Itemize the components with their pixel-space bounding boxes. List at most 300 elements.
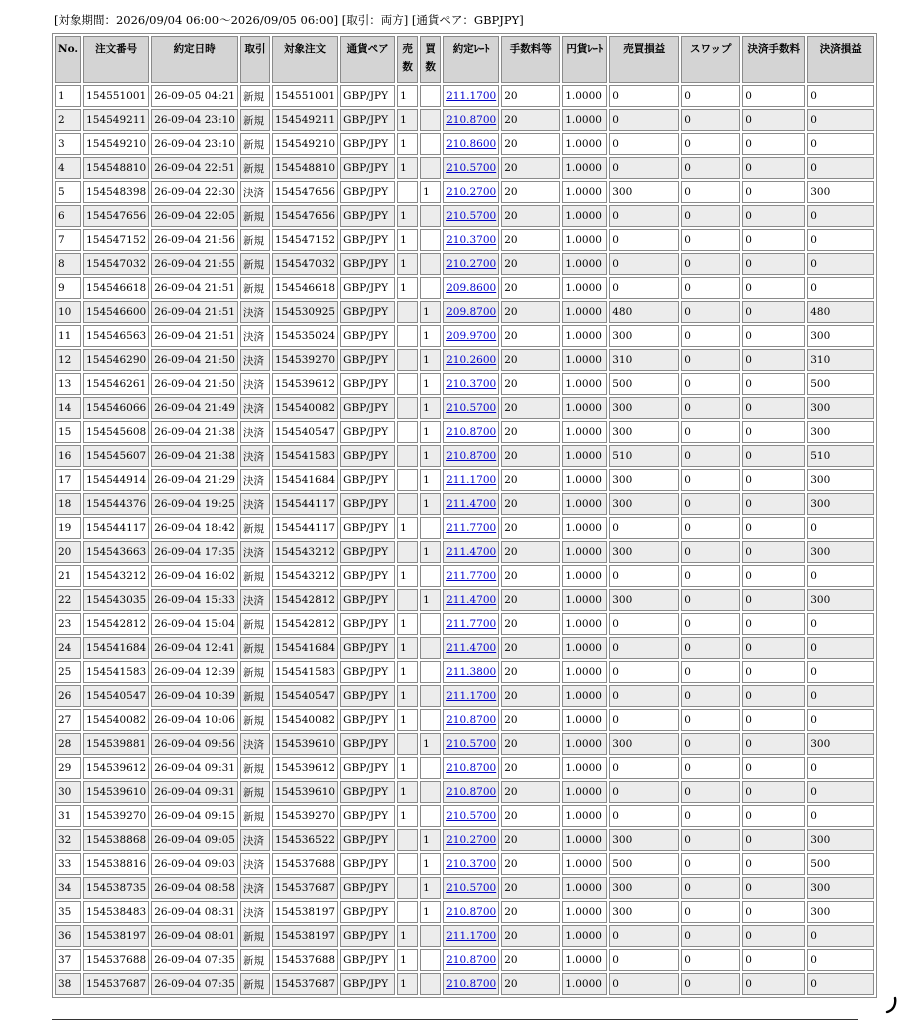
rate-link[interactable]: 209.8600: [446, 282, 497, 294]
table-row: [55, 205, 874, 227]
rate-link[interactable]: 209.9700: [446, 330, 497, 342]
cell-trade: 決済: [240, 181, 270, 203]
cell-sell: 1: [397, 157, 418, 179]
rate-link[interactable]: 210.8700: [446, 714, 497, 726]
cell-exec-time: 26-09-04 09:05: [151, 829, 238, 851]
cell-rate: [443, 469, 499, 491]
cell-exec-time: 26-09-04 21:50: [151, 373, 238, 395]
rate-link[interactable]: 211.1700: [446, 690, 497, 702]
cell-no: 37: [55, 949, 81, 971]
cell-rate: [443, 877, 499, 899]
rate-link[interactable]: 210.2700: [446, 834, 497, 846]
cell-pl: 300: [609, 901, 679, 923]
cell-settle-pl: 310: [807, 349, 874, 371]
table-row: [55, 277, 874, 299]
cell-swap: 0: [681, 613, 740, 635]
cell-order-no: 154538735: [83, 877, 149, 899]
rate-link[interactable]: 210.2700: [446, 258, 497, 270]
rate-link[interactable]: 211.4700: [446, 642, 497, 654]
cell-pl: 0: [609, 157, 679, 179]
cell-order-no: 154538197: [83, 925, 149, 947]
cell-target-order: 154540082: [272, 397, 338, 419]
col-header-order-no: 注文番号: [83, 36, 149, 83]
cell-swap: 0: [681, 421, 740, 443]
cell-order-no: 154539881: [83, 733, 149, 755]
cell-rate: [443, 157, 499, 179]
rate-link[interactable]: 210.3700: [446, 234, 497, 246]
cell-order-no: 154546563: [83, 325, 149, 347]
cell-rate: [443, 301, 499, 323]
cell-exec-time: 26-09-04 09:03: [151, 853, 238, 875]
cell-fee: 20: [501, 565, 560, 587]
cell-exec-time: 26-09-04 07:35: [151, 973, 238, 995]
rate-link[interactable]: 211.4700: [446, 546, 497, 558]
cell-target-order: 154541583: [272, 661, 338, 683]
cell-settle-fee: 0: [742, 877, 805, 899]
cell-jpy-rate: 1.0000: [562, 421, 607, 443]
cell-settle-fee: 0: [742, 565, 805, 587]
cell-swap: 0: [681, 277, 740, 299]
table-row: [55, 301, 874, 323]
col-header-buy: 買 数: [420, 36, 441, 83]
cell-settle-pl: 0: [807, 85, 874, 107]
cell-exec-time: 26-09-04 12:41: [151, 637, 238, 659]
cell-buy: [420, 637, 441, 659]
cell-pair: GBP/JPY: [340, 757, 395, 779]
cell-no: 30: [55, 781, 81, 803]
cell-pl: 0: [609, 661, 679, 683]
cell-pair: GBP/JPY: [340, 253, 395, 275]
cell-buy: [420, 925, 441, 947]
cell-buy: [420, 157, 441, 179]
cell-rate: [443, 589, 499, 611]
table-row: [55, 709, 874, 731]
rate-link[interactable]: 210.8700: [446, 954, 497, 966]
cell-swap: 0: [681, 877, 740, 899]
cell-buy: [420, 757, 441, 779]
cell-pl: 0: [609, 757, 679, 779]
cell-pair: GBP/JPY: [340, 877, 395, 899]
table-row: [55, 565, 874, 587]
cell-pair: GBP/JPY: [340, 661, 395, 683]
cell-pair: GBP/JPY: [340, 709, 395, 731]
cell-fee: 20: [501, 661, 560, 683]
cell-settle-fee: 0: [742, 133, 805, 155]
cell-settle-pl: 0: [807, 133, 874, 155]
cell-order-no: 154539612: [83, 757, 149, 779]
cell-pl: 0: [609, 949, 679, 971]
cell-rate: [443, 637, 499, 659]
cell-sell: 1: [397, 565, 418, 587]
cell-settle-fee: 0: [742, 901, 805, 923]
cell-exec-time: 26-09-04 21:50: [151, 349, 238, 371]
cell-target-order: 154537688: [272, 853, 338, 875]
rate-link[interactable]: 210.5700: [446, 810, 497, 822]
cell-settle-fee: 0: [742, 781, 805, 803]
rate-link[interactable]: 210.2600: [446, 354, 497, 366]
cell-pl: 480: [609, 301, 679, 323]
cell-trade: 新規: [240, 925, 270, 947]
cell-settle-pl: 0: [807, 637, 874, 659]
cell-order-no: 154544376: [83, 493, 149, 515]
cell-buy: 1: [420, 349, 441, 371]
cell-buy: [420, 973, 441, 995]
table-row: [55, 421, 874, 443]
cell-no: 38: [55, 973, 81, 995]
cell-pair: GBP/JPY: [340, 85, 395, 107]
table-row: [55, 853, 874, 875]
cell-pair: GBP/JPY: [340, 541, 395, 563]
rate-link[interactable]: 209.8700: [446, 306, 497, 318]
cell-swap: 0: [681, 181, 740, 203]
cell-jpy-rate: 1.0000: [562, 133, 607, 155]
cell-rate: [443, 541, 499, 563]
cell-jpy-rate: 1.0000: [562, 373, 607, 395]
rate-link[interactable]: 210.5700: [446, 210, 497, 222]
cell-fee: 20: [501, 421, 560, 443]
cell-exec-time: 26-09-05 04:21: [151, 85, 238, 107]
table-row: [55, 181, 874, 203]
cell-sell: 1: [397, 253, 418, 275]
col-header-sell: 売 数: [397, 36, 418, 83]
cell-trade: 新規: [240, 685, 270, 707]
cell-order-no: 154546600: [83, 301, 149, 323]
cell-jpy-rate: 1.0000: [562, 565, 607, 587]
cell-fee: 20: [501, 517, 560, 539]
table-row: [55, 85, 874, 107]
cell-exec-time: 26-09-04 21:38: [151, 445, 238, 467]
cell-settle-pl: 500: [807, 373, 874, 395]
cell-order-no: 154543035: [83, 589, 149, 611]
cell-no: 35: [55, 901, 81, 923]
rate-link[interactable]: 210.5700: [446, 162, 497, 174]
cell-trade: 新規: [240, 229, 270, 251]
cell-exec-time: 26-09-04 23:10: [151, 133, 238, 155]
cell-trade: 新規: [240, 157, 270, 179]
cell-fee: 20: [501, 685, 560, 707]
cell-order-no: 154547152: [83, 229, 149, 251]
table-row: [55, 925, 874, 947]
cell-pl: 300: [609, 397, 679, 419]
table-row: [55, 901, 874, 923]
cell-settle-pl: 0: [807, 949, 874, 971]
cell-buy: [420, 277, 441, 299]
cell-settle-fee: 0: [742, 229, 805, 251]
cell-pair: GBP/JPY: [340, 205, 395, 227]
cell-trade: 決済: [240, 421, 270, 443]
cell-pl: 510: [609, 445, 679, 467]
cell-settle-fee: 0: [742, 397, 805, 419]
cell-settle-fee: 0: [742, 925, 805, 947]
cell-exec-time: 26-09-04 18:42: [151, 517, 238, 539]
cell-sell: 1: [397, 925, 418, 947]
cell-order-no: 154545608: [83, 421, 149, 443]
cell-fee: 20: [501, 469, 560, 491]
rate-link[interactable]: 210.8700: [446, 450, 497, 462]
cell-settle-pl: 0: [807, 277, 874, 299]
cell-pair: GBP/JPY: [340, 181, 395, 203]
cell-settle-pl: 300: [807, 877, 874, 899]
cell-settle-pl: 0: [807, 229, 874, 251]
cell-no: 33: [55, 853, 81, 875]
cell-settle-pl: 300: [807, 397, 874, 419]
cell-order-no: 154541583: [83, 661, 149, 683]
cell-settle-fee: 0: [742, 829, 805, 851]
cell-pair: GBP/JPY: [340, 829, 395, 851]
cell-pair: GBP/JPY: [340, 565, 395, 587]
cell-jpy-rate: 1.0000: [562, 109, 607, 131]
cell-settle-fee: 0: [742, 517, 805, 539]
bottom-divider: [52, 1019, 858, 1020]
cell-swap: 0: [681, 925, 740, 947]
cell-no: 21: [55, 565, 81, 587]
cell-order-no: 154546066: [83, 397, 149, 419]
cell-swap: 0: [681, 589, 740, 611]
cell-no: 25: [55, 661, 81, 683]
cell-settle-fee: 0: [742, 445, 805, 467]
cell-swap: 0: [681, 109, 740, 131]
cell-no: 32: [55, 829, 81, 851]
cell-no: 8: [55, 253, 81, 275]
cell-buy: [420, 229, 441, 251]
cell-order-no: 154538816: [83, 853, 149, 875]
table-row: [55, 469, 874, 491]
cell-pl: 0: [609, 85, 679, 107]
rate-link[interactable]: 211.1700: [446, 930, 497, 942]
cell-settle-pl: 0: [807, 973, 874, 995]
cell-buy: 1: [420, 469, 441, 491]
cell-fee: 20: [501, 157, 560, 179]
rate-link[interactable]: 210.5700: [446, 738, 497, 750]
rate-link[interactable]: 211.7700: [446, 618, 497, 630]
cell-trade: 決済: [240, 445, 270, 467]
rate-link[interactable]: 211.7700: [446, 570, 497, 582]
cell-sell: 1: [397, 781, 418, 803]
cell-pair: GBP/JPY: [340, 301, 395, 323]
cell-sell: [397, 325, 418, 347]
cell-fee: 20: [501, 277, 560, 299]
rate-link[interactable]: 210.8700: [446, 786, 497, 798]
cell-fee: 20: [501, 349, 560, 371]
rate-link[interactable]: 210.3700: [446, 858, 497, 870]
cell-settle-pl: 0: [807, 925, 874, 947]
cell-buy: [420, 781, 441, 803]
cell-pair: GBP/JPY: [340, 421, 395, 443]
cell-rate: [443, 805, 499, 827]
cell-settle-pl: 300: [807, 901, 874, 923]
cell-settle-pl: 0: [807, 805, 874, 827]
cell-buy: 1: [420, 829, 441, 851]
cell-pair: GBP/JPY: [340, 445, 395, 467]
cell-settle-fee: 0: [742, 613, 805, 635]
cell-order-no: 154544117: [83, 517, 149, 539]
cell-buy: 1: [420, 181, 441, 203]
cell-pair: GBP/JPY: [340, 325, 395, 347]
cell-settle-fee: 0: [742, 469, 805, 491]
cell-exec-time: 26-09-04 19:25: [151, 493, 238, 515]
cell-no: 23: [55, 613, 81, 635]
cell-jpy-rate: 1.0000: [562, 949, 607, 971]
cell-target-order: 154539612: [272, 373, 338, 395]
cell-rate: [443, 901, 499, 923]
cell-pl: 0: [609, 973, 679, 995]
cell-settle-pl: 0: [807, 565, 874, 587]
cell-pair: GBP/JPY: [340, 901, 395, 923]
cell-order-no: 154548810: [83, 157, 149, 179]
cell-target-order: 154542812: [272, 613, 338, 635]
cell-sell: 1: [397, 709, 418, 731]
cell-target-order: 154549210: [272, 133, 338, 155]
cell-trade: 新規: [240, 277, 270, 299]
cell-fee: 20: [501, 181, 560, 203]
cell-fee: 20: [501, 733, 560, 755]
cell-jpy-rate: 1.0000: [562, 541, 607, 563]
cell-pl: 0: [609, 109, 679, 131]
rate-link[interactable]: 210.8700: [446, 762, 497, 774]
cell-rate: [443, 565, 499, 587]
cell-no: 11: [55, 325, 81, 347]
rate-link[interactable]: 211.1700: [446, 474, 497, 486]
cell-order-no: 154543663: [83, 541, 149, 563]
table-row: [55, 445, 874, 467]
cell-rate: [443, 349, 499, 371]
cell-fee: 20: [501, 949, 560, 971]
cell-settle-fee: 0: [742, 349, 805, 371]
cell-buy: [420, 85, 441, 107]
cell-pl: 300: [609, 877, 679, 899]
cell-settle-pl: 300: [807, 829, 874, 851]
cell-no: 29: [55, 757, 81, 779]
cell-sell: [397, 397, 418, 419]
cell-buy: [420, 565, 441, 587]
table-row: [55, 133, 874, 155]
cell-trade: 決済: [240, 877, 270, 899]
cell-exec-time: 26-09-04 12:39: [151, 661, 238, 683]
table-row: [55, 493, 874, 515]
cell-no: 34: [55, 877, 81, 899]
cell-swap: 0: [681, 973, 740, 995]
cell-trade: 決済: [240, 349, 270, 371]
col-header-trade: 取引: [240, 36, 270, 83]
cell-jpy-rate: 1.0000: [562, 85, 607, 107]
rate-link[interactable]: 210.5700: [446, 882, 497, 894]
cell-settle-fee: 0: [742, 661, 805, 683]
cell-pair: GBP/JPY: [340, 973, 395, 995]
cell-swap: 0: [681, 949, 740, 971]
cell-exec-time: 26-09-04 22:51: [151, 157, 238, 179]
cell-buy: [420, 949, 441, 971]
rate-link[interactable]: 210.8600: [446, 138, 497, 150]
cell-sell: [397, 493, 418, 515]
cell-swap: 0: [681, 469, 740, 491]
cell-pl: 0: [609, 229, 679, 251]
cell-target-order: 154539610: [272, 781, 338, 803]
cell-target-order: 154547152: [272, 229, 338, 251]
cell-no: 27: [55, 709, 81, 731]
cell-trade: 新規: [240, 253, 270, 275]
rate-link[interactable]: 211.7700: [446, 522, 497, 534]
cell-trade: 新規: [240, 133, 270, 155]
cell-no: 31: [55, 805, 81, 827]
cell-fee: 20: [501, 805, 560, 827]
cell-trade: 決済: [240, 493, 270, 515]
cell-buy: [420, 805, 441, 827]
cell-trade: 新規: [240, 85, 270, 107]
cell-sell: 1: [397, 85, 418, 107]
cell-fee: 20: [501, 901, 560, 923]
cell-exec-time: 26-09-04 21:51: [151, 277, 238, 299]
table-row: [55, 157, 874, 179]
rate-link[interactable]: 210.8700: [446, 978, 497, 990]
table-row: [55, 325, 874, 347]
rate-link[interactable]: 210.5700: [446, 402, 497, 414]
cell-order-no: 154537687: [83, 973, 149, 995]
cell-trade: 新規: [240, 109, 270, 131]
table-row: [55, 757, 874, 779]
cell-rate: [443, 133, 499, 155]
cell-trade: 新規: [240, 613, 270, 635]
cell-rate: [443, 757, 499, 779]
rate-link[interactable]: 210.8700: [446, 114, 497, 126]
rate-link[interactable]: 211.1700: [446, 90, 497, 102]
cell-exec-time: 26-09-04 21:49: [151, 397, 238, 419]
cell-exec-time: 26-09-04 22:05: [151, 205, 238, 227]
cell-settle-pl: 0: [807, 109, 874, 131]
cell-order-no: 154546618: [83, 277, 149, 299]
cell-buy: 1: [420, 373, 441, 395]
rate-link[interactable]: 210.8700: [446, 426, 497, 438]
cell-jpy-rate: 1.0000: [562, 757, 607, 779]
cell-target-order: 154537688: [272, 949, 338, 971]
cell-swap: 0: [681, 541, 740, 563]
rate-link[interactable]: 211.4700: [446, 594, 497, 606]
table-row: [55, 805, 874, 827]
cell-fee: 20: [501, 973, 560, 995]
cell-jpy-rate: 1.0000: [562, 925, 607, 947]
cell-swap: 0: [681, 685, 740, 707]
cell-fee: 20: [501, 925, 560, 947]
cell-target-order: 154548810: [272, 157, 338, 179]
cell-swap: 0: [681, 301, 740, 323]
cell-pair: GBP/JPY: [340, 949, 395, 971]
rate-link[interactable]: 211.4700: [446, 498, 497, 510]
cell-trade: 決済: [240, 853, 270, 875]
table-row: [55, 829, 874, 851]
rate-link[interactable]: 210.8700: [446, 906, 497, 918]
rate-link[interactable]: 211.3800: [446, 666, 497, 678]
table-row: [55, 949, 874, 971]
cell-buy: [420, 205, 441, 227]
cell-swap: 0: [681, 637, 740, 659]
cell-order-no: 154545607: [83, 445, 149, 467]
table-row: [55, 733, 874, 755]
cell-target-order: 154543212: [272, 541, 338, 563]
rate-link[interactable]: 210.3700: [446, 378, 497, 390]
rate-link[interactable]: 210.2700: [446, 186, 497, 198]
cell-sell: 1: [397, 205, 418, 227]
cell-settle-fee: 0: [742, 301, 805, 323]
cell-exec-time: 26-09-04 15:04: [151, 613, 238, 635]
cell-settle-fee: 0: [742, 733, 805, 755]
cell-pair: GBP/JPY: [340, 589, 395, 611]
cell-exec-time: 26-09-04 09:31: [151, 781, 238, 803]
cell-jpy-rate: 1.0000: [562, 493, 607, 515]
cell-exec-time: 26-09-04 21:29: [151, 469, 238, 491]
cell-trade: 新規: [240, 205, 270, 227]
cell-pl: 0: [609, 277, 679, 299]
cell-fee: 20: [501, 85, 560, 107]
cell-fee: 20: [501, 205, 560, 227]
